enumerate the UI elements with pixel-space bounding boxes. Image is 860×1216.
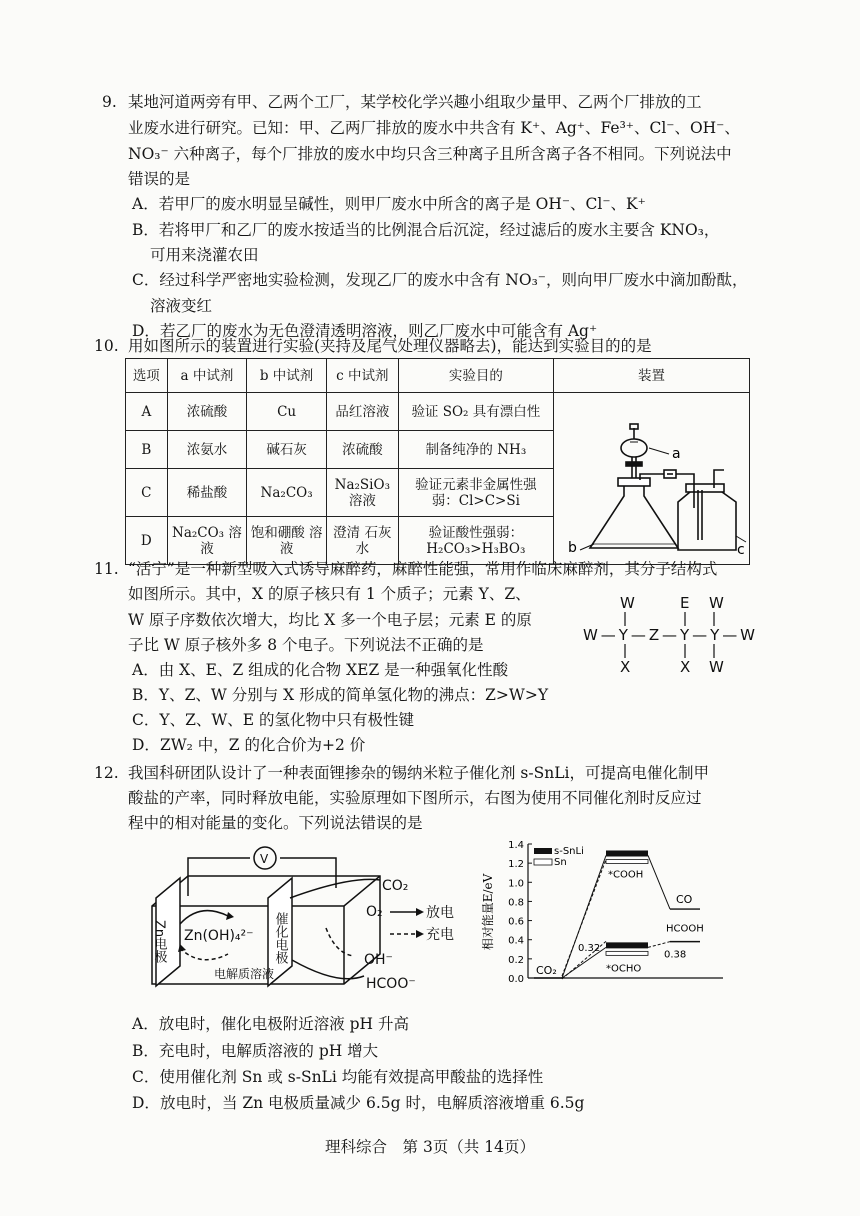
q12-option-c: C．使用催化剂 Sn 或 s-SnLi 均能有效提高甲酸盐的选择性 [132, 1068, 544, 1086]
row-b-b: 碱石灰 [247, 431, 327, 469]
row-c-a: 稀盐酸 [167, 469, 247, 517]
chart-level-s-snli [606, 850, 648, 856]
row-a-opt: A [126, 393, 168, 431]
row-a-a: 浓硫酸 [167, 393, 247, 431]
q10-stem: 用如图所示的装置进行实验(夹持及尾气处理仪器略去)，能达到实验目的的是 [128, 337, 652, 355]
row-d-opt: D [126, 517, 168, 565]
row-c-b: Na₂CO₃ [247, 469, 327, 517]
chart-label-ocho: *OCHO [606, 963, 642, 975]
row-d-a: Na₂CO₃ 溶液 [167, 517, 247, 565]
q9-option-d: D．若乙厂的废水为无色澄清透明溶液，则乙厂废水中可能含有 Ag⁺ [132, 322, 598, 340]
header-apparatus: 装置 [553, 359, 749, 393]
header-goal: 实验目的 [398, 359, 553, 393]
struct-x-bot2: X [680, 658, 691, 676]
q12-option-a: A．放电时，催化电极附近溶液 pH 升高 [132, 1015, 409, 1033]
catalyst-electrode-label: 催化电极 [272, 912, 288, 964]
q9-stem-line-3: NO₃⁻ 六种离子，每个厂排放的废水中均只含三种离子且所含离子各不相同。下列说法中 [128, 145, 732, 163]
q11-option-a: A．由 X、E、Z 组成的化合物 XEZ 是一种强氧化性酸 [132, 661, 509, 679]
page-footer: 理科综合 第 3页（共 14页） [325, 1138, 535, 1156]
discharge-label: 放电 [426, 905, 454, 921]
struct-w-top2: W [709, 594, 724, 612]
row-d-c: 澄清 石灰水 [326, 517, 398, 565]
oh-label: OH⁻ [364, 952, 393, 968]
chart-y-tick-label: 0.2 [508, 954, 524, 966]
chart-label-hcooh: HCOOH [666, 923, 704, 935]
header-b: b 中试剂 [247, 359, 327, 393]
q11-option-b: B．Y、Z、W 分别与 X 形成的简单氢化物的沸点：Z>W>Y [132, 686, 549, 704]
molecular-structure [580, 590, 760, 682]
struct-main-chain: W—Y—Z—Y—Y—W [583, 626, 755, 644]
q11-number: 11. [94, 560, 119, 578]
q10-number: 10. [94, 337, 119, 355]
chart-label-co2: CO₂ [536, 964, 557, 977]
row-b-opt: B [126, 431, 168, 469]
struct-w-top1: W [620, 594, 635, 612]
legend-swatch-s-snli [534, 848, 552, 854]
charge-label: 充电 [426, 927, 454, 943]
q11-stem-line-3: W 原子序数依次增大，均比 X 多一个电子层；元素 E 的原 [128, 611, 532, 629]
co2-label: CO₂ [382, 878, 409, 894]
q11-stem-line-2: 如图所示。其中，X 的原子核只有 1 个质子；元素 Y、Z、 [128, 585, 531, 603]
label-c: c [736, 541, 745, 558]
chart-y-tick-label: 1.2 [508, 859, 524, 871]
row-c-c: Na₂SiO₃ 溶液 [326, 469, 398, 517]
chart-annotation-038: 0.38 [664, 949, 687, 961]
chart-connector [648, 855, 670, 909]
chart-label-co: CO [676, 893, 693, 907]
legend-swatch-sn [534, 859, 552, 865]
hcoo-label: HCOO⁻ [366, 976, 416, 992]
header-option: 选项 [126, 359, 168, 393]
q9-option-c-cont: 溶液变红 [150, 297, 213, 315]
q9-option-c: C．经过科学严密地实验检测，发现乙厂的废水中含有 NO₃⁻，则向甲厂废水中滴加酚酞， [132, 271, 748, 289]
row-a-c: 品红溶液 [326, 393, 398, 431]
row-b-c: 浓硫酸 [326, 431, 398, 469]
label-a: a [671, 445, 681, 462]
chart-y-tick-label: 0.0 [508, 974, 524, 985]
electrolyte-label: 电解质溶液 [214, 967, 275, 981]
q11-stem-line-4: 子比 W 原子核外多 8 个电子。下列说法不正确的是 [128, 636, 484, 654]
row-b-goal: 制备纯净的 NH₃ [398, 431, 553, 469]
q9-stem-line-4: 错误的是 [128, 170, 191, 188]
q12-stem-line-1: 我国科研团队设计了一种表面锂掺杂的锡纳米粒子催化剂 s-SnLi，可提高电催化制甲 [128, 764, 709, 782]
row-c-opt: C [126, 469, 168, 517]
q9-option-b: B．若将甲厂和乙厂的废水按适当的比例混合后沉淀，经过滤后的废水主要含 KNO₃， [132, 221, 720, 239]
row-b-a: 浓氨水 [167, 431, 247, 469]
q9-option-a: A．若甲厂的废水明显呈碱性，则甲厂废水中所含的离子是 OH⁻、Cl⁻、K⁺ [132, 195, 646, 213]
chart-y-tick-label: 0.4 [508, 935, 524, 947]
experiment-table [125, 358, 750, 565]
q9-option-b-cont: 可用来浇灌农田 [150, 246, 259, 264]
row-a-goal: 验证 SO₂ 具有漂白性 [398, 393, 553, 431]
q11-option-c: C．Y、Z、W、E 的氢化物中只有极性键 [132, 711, 415, 729]
q9-number: 9. [102, 93, 117, 111]
chart-connector [648, 942, 670, 948]
chart-level-sn [606, 859, 648, 863]
chart-y-tick-label: 0.8 [508, 897, 524, 909]
chart-y-tick-label: 0.6 [508, 916, 524, 928]
chart-label-cooh: *COOH [608, 869, 644, 881]
struct-e-top: E [680, 594, 690, 612]
zn-species-label: Zn(OH)₄²⁻ [184, 928, 254, 944]
table-header-row [126, 359, 750, 393]
zn-electrode-label: Zn电极 [151, 920, 167, 964]
o2-label: O₂ [366, 904, 383, 920]
chart-y-axis-label: 相对能量E/eV [481, 873, 495, 951]
row-a-b: Cu [247, 393, 327, 431]
struct-x-bot1: X [620, 658, 631, 676]
battery-cell-diagram [140, 836, 480, 996]
row-c-goal: 验证元素非金属性强 弱：Cl>C>Si [398, 469, 553, 517]
legend-label-s-snli: s-SnLi [554, 846, 584, 857]
apparatus-diagram [554, 398, 749, 560]
q12-stem-line-3: 程中的相对能量的变化。下列说法错误的是 [128, 814, 423, 832]
q9-stem-line-2: 业废水进行研究。已知：甲、乙两厂排放的废水中共含有 K⁺、Ag⁺、Fe³⁺、Cl⁻、OH⁻、 [128, 119, 740, 137]
chart-level-sn [606, 951, 648, 955]
legend-label-sn: Sn [554, 857, 567, 868]
table-row [126, 393, 750, 431]
row-d-b: 饱和硼酸 溶液 [247, 517, 327, 565]
chart-y-tick-label: 1.0 [508, 878, 524, 890]
chart-y-tick-label: 1.4 [508, 840, 524, 851]
voltmeter-label: V [260, 852, 269, 866]
label-b: b [567, 539, 577, 556]
q12-option-b: B．充电时，电解质溶液的 pH 增大 [132, 1042, 379, 1060]
row-d-goal: 验证酸性强弱： H₂CO₃>H₃BO₃ [398, 517, 553, 565]
q12-option-d: D．放电时，当 Zn 电极质量减少 6.5g 时，电解质溶液增重 6.5g [132, 1094, 585, 1112]
struct-w-bot: W [709, 658, 724, 676]
q11-option-d: D．ZW₂ 中，Z 的化合价为+2 价 [132, 736, 366, 754]
chart-annotation-032: 0.32 [578, 943, 601, 955]
q11-stem-line-1: “活宁”是一种新型吸入式诱导麻醉药，麻醉性能强，常用作临床麻醉剂，其分子结构式 [128, 560, 718, 578]
apparatus-cell [553, 393, 749, 565]
q12-stem-line-2: 酸盐的产率，同时释放电能，实验原理如下图所示，右图为使用不同催化剂时反应过 [128, 789, 702, 807]
header-c: c 中试剂 [326, 359, 398, 393]
header-a: a 中试剂 [167, 359, 247, 393]
q12-number: 12. [94, 764, 119, 782]
q9-stem-line-1: 某地河道两旁有甲、乙两个工厂，某学校化学兴趣小组取少量甲、乙两个厂排放的工 [128, 93, 702, 111]
chart-level-s-snli [606, 942, 648, 948]
energy-profile-chart [478, 832, 728, 992]
